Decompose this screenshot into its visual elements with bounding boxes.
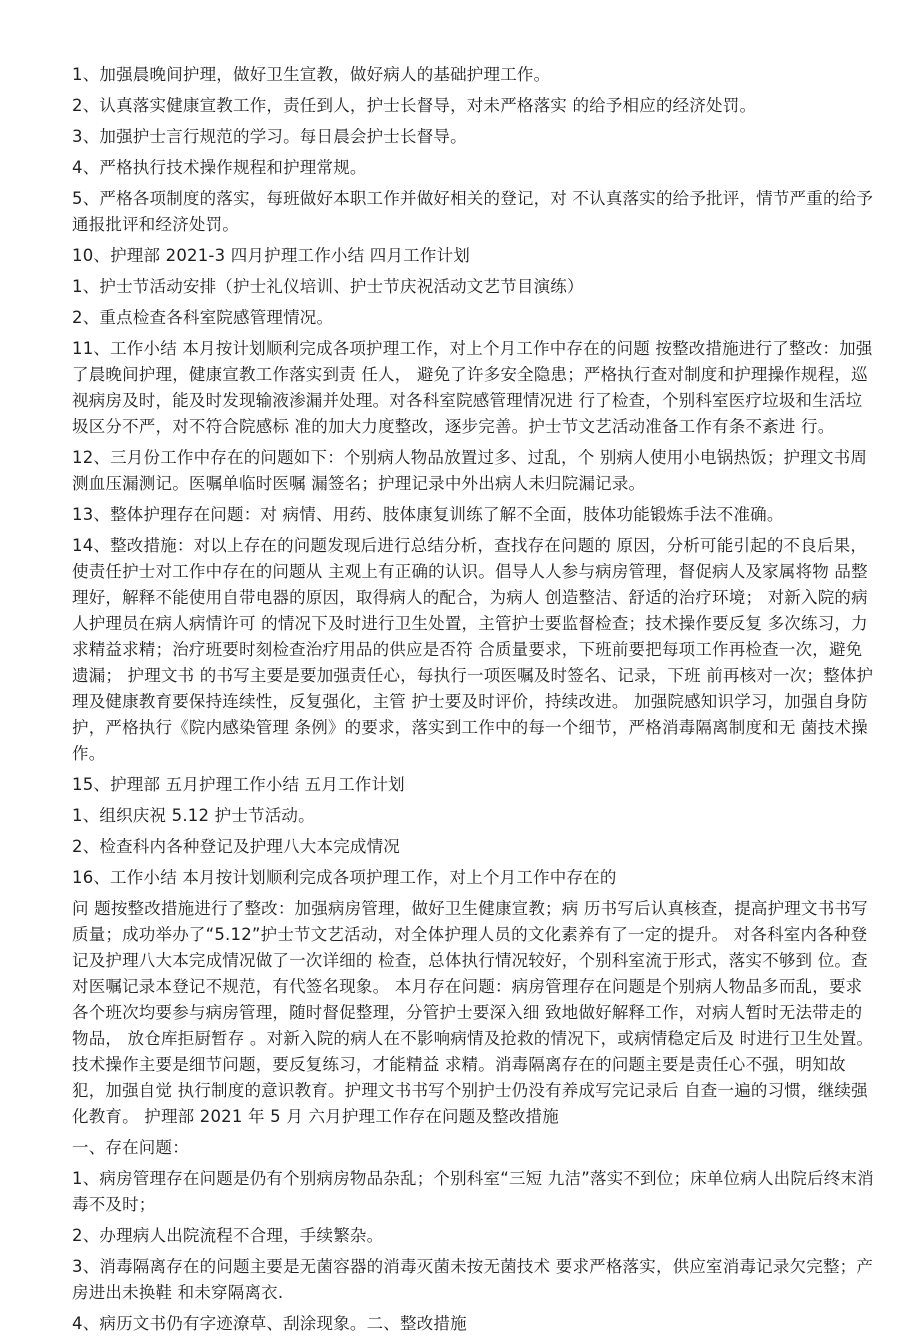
problem-3: 3、消毒隔离存在的问题主要是无菌容器的消毒灭菌未按无菌技术 要求严格落实，供应室消毒记录欠完整；产房进出未换鞋 和未穿隔离衣. xyxy=(72,1257,874,1302)
paragraph-1: 1、加强晨晚间护理，做好卫生宣教，做好病人的基础护理工作。 xyxy=(72,65,551,84)
paragraph-13: 13、整体护理存在问题：对 病情、用药、肢体康复训练了解不全面，肢体功能锻炼手法不准确。 xyxy=(72,505,784,524)
problem-2: 2、办理病人出院流程不合理，手续繁杂。 xyxy=(72,1226,384,1245)
paragraph-2: 2、认真落实健康宣教工作，责任到人，护士长督导，对未严格落实 的给予相应的经济处罚。 xyxy=(72,96,757,115)
problem-4: 4、病历文书仍有字迹潦草、刮涂现象。二、整改措施 xyxy=(72,1314,467,1333)
paragraph-3: 3、加强护士言行规范的学习。每日晨会护士长督导。 xyxy=(72,127,467,146)
section-heading-10: 10、护理部 2021-3 四月护理工作小结 四月工作计划 xyxy=(72,246,470,265)
section-heading-problems: 一、存在问题： xyxy=(72,1138,189,1157)
paragraph-15-2: 2、检查科内各种登记及护理八大本完成情况 xyxy=(72,837,400,856)
paragraph-12: 12、三月份工作中存在的问题如下：个别病人物品放置过多、过乱，个 别病人使用小电锅热饭；护理文书周测血压漏测记。医嘱单临时医嘱 漏签名；护理记录中外出病人未归院漏记录。 xyxy=(72,448,868,493)
paragraph-5: 5、严格各项制度的落实，每班做好本职工作并做好相关的登记，对 不认真落实的给予批评，情节严重的给予通报批评和经济处罚。 xyxy=(72,189,874,234)
paragraph-11: 11、工作小结 本月按计划顺利完成各项护理工作，对上个月工作中存在的问题 按整改措施进行了整改：加强了晨晚间护理，健康宣教工作落实到责 任人， 避免了许多安全隐患；严格执行查对制度和护理操作规程，巡视病房及时，能及时发现输液渗漏并处理。对各科室院感管理情况进 行了检查，个别科室医疗垃圾和生活垃圾区分不严，对不符合院感标 准的加大力度整改，逐步完善。护士节文艺活动准备工作有条不紊进 行。 xyxy=(72,339,873,436)
paragraph-15-1: 1、组织庆祝 5.12 护士节活动。 xyxy=(72,806,315,825)
paragraph-16-body: 问 题按整改措施进行了整改：加强病房管理，做好卫生健康宣教；病 历书写后认真核查，提高护理文书书写质量；成功举办了“5.12”护士节文艺活动，对全体护理人员的文化素养有了一定的提升。 对各科室内各种登记及护理八大本完成情况做了一次详细的 检查，总体执行情况较好，个别科室流于形式，落实不够到 位。查对医嘱记录本登记不规范，有代签名现象。 本月存在问题：病房管理存在问题是个别病人物品多而乱，要求 各个班次均要参与病房管理，随时督促整理，分管护士要深入细 致地做好解释工作，对病人暂时无法带走的物品， 放仓库拒厨暂存 。对新入院的病人在不影响病情及抢救的情况下，或病情稳定后及 时进行卫生处置。技术操作主要是细节问题，要反复练习，才能精益 求精。消毒隔离存在的问题主要是责任心不强，明知故犯，加强自觉 执行制度的意识教育。护理文书书写个别护士仍没有养成写完记录后 自查一遍的习惯，继续强化教育。 护理部 2021 年 5 月 六月护理工作存在问题及整改措施 xyxy=(72,899,874,1126)
paragraph-16: 16、工作小结 本月按计划顺利完成各项护理工作，对上个月工作中存在的 xyxy=(72,868,617,887)
section-heading-15: 15、护理部 五月护理工作小结 五月工作计划 xyxy=(72,775,405,794)
problem-1: 1、病房管理存在问题是仍有个别病房物品杂乱；个别科室“三短 九洁”落实不到位；床单位病人出院后终末消毒不及时； xyxy=(72,1169,874,1214)
paragraph-4: 4、严格执行技术操作规程和护理常规。 xyxy=(72,158,367,177)
paragraph-7: 2、重点检查各科室院感管理情况。 xyxy=(72,308,334,327)
paragraph-14: 14、整改措施：对以上存在的问题发现后进行总结分析，查找存在问题的 原因，分析可能引起的不良后果，使责任护士对工作中存在的问题从 主观上有正确的认识。倡导人人参与病房管理，督促病人及家属将物 品整理好，解释不能使用自带电器的原因，取得病人的配合，为病人 创造整洁、舒适的治疗环境； 对新入院的病人护理员在病人病情许可 的情况下及时进行卫生处置，主管护士要监督检查；技术操作要反复 多次练习，力求精益求精；治疗班要时刻检查治疗用品的供应是否符 合质量要求，下班前要把每项工作再检查一次，避免遗漏； 护理文书 的书写主要是要加强责任心，每执行一项医嘱及时签名、记录，下班 前再核对一次；整体护理及健康教育要保持连续性，反复强化，主管 护士要及时评价，持续改进。 加强院感知识学习，加强自身防护，严格执行《院内感染管理 条例》的要求，落实到工作中的每一个细节，严格消毒隔离制度和无 菌技术操作。 xyxy=(72,536,874,763)
paragraph-6: 1、护士节活动安排（护士礼仪培训、护士节庆祝活动文艺节目演练） xyxy=(72,277,584,296)
